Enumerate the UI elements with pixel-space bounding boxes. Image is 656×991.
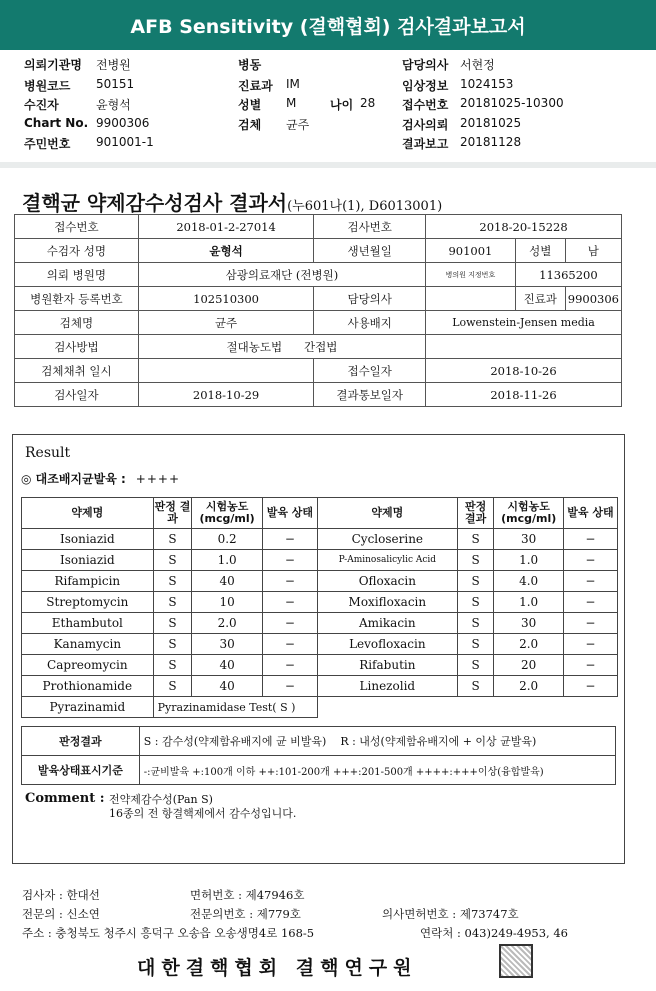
- drug-row: [22, 634, 618, 655]
- info-label: 성별: [238, 98, 262, 112]
- cell-value: 균주: [138, 311, 314, 335]
- cell-label: 의뢰 병원명: [15, 263, 139, 287]
- cell-label: 담당의사: [314, 287, 426, 311]
- drug-growth: −: [563, 676, 617, 697]
- cell-value: 2018-20-15228: [426, 215, 622, 239]
- drug-name: Moxifloxacin: [317, 592, 457, 613]
- comment-line: 전약제감수성(Pan S): [109, 793, 213, 806]
- cell-value: 11365200: [515, 263, 621, 287]
- info-value: 전병원: [96, 58, 131, 72]
- info-label: Chart No.: [24, 116, 89, 130]
- result-box: [12, 434, 625, 864]
- drug-row: [22, 550, 618, 571]
- cell-value: 9900306: [565, 287, 621, 311]
- drug-growth: −: [262, 676, 317, 697]
- drug-conc: 1.0: [494, 550, 563, 571]
- drug-conc: 30: [192, 634, 262, 655]
- drug-conc: 30: [494, 529, 563, 550]
- drug-judge: S: [457, 571, 494, 592]
- cell-label: 검사번호: [314, 215, 426, 239]
- result-label: Result: [25, 445, 71, 461]
- info-value: IM: [286, 77, 300, 91]
- drug-conc: 30: [494, 613, 563, 634]
- legend-value: [139, 727, 615, 756]
- cell-value: [426, 287, 516, 311]
- cell-value: 901001: [426, 239, 516, 263]
- col-header: 판정 결과: [457, 498, 494, 529]
- drug-judge: S: [153, 550, 192, 571]
- drug-name: Rifampicin: [22, 571, 154, 592]
- drug-judge: S: [153, 634, 192, 655]
- cell-empty: [317, 697, 617, 718]
- info-value: 50151: [96, 77, 135, 91]
- cell-value: 삼광의료재단 (전병원): [138, 263, 425, 287]
- drug-name: Ofloxacin: [317, 571, 457, 592]
- scanned-report: [0, 168, 656, 991]
- cell-value: Lowenstein-Jensen media: [426, 311, 622, 335]
- col-header: 약제명: [22, 498, 154, 529]
- info-value: 9900306: [96, 116, 150, 130]
- info-value: 28: [360, 96, 376, 110]
- drug-row: [22, 655, 618, 676]
- legend-label: 판정결과: [22, 727, 140, 756]
- info-label: 담당의사: [402, 58, 449, 72]
- drug-judge: S: [457, 529, 494, 550]
- drug-judge: S: [457, 655, 494, 676]
- legend-label: 발육상태표시기준: [22, 756, 140, 785]
- drug-growth: −: [262, 592, 317, 613]
- info-value: 균주: [286, 118, 310, 132]
- cell-value: 윤형석: [138, 239, 314, 263]
- col-header: 판정 결과: [153, 498, 192, 529]
- cell-label: 병원환자 등록번호: [15, 287, 139, 311]
- drug-name: Rifabutin: [317, 655, 457, 676]
- control-label: ◎ 대조배지균발육 :: [21, 472, 126, 486]
- drug-name: Capreomycin: [22, 655, 154, 676]
- drug-growth: −: [262, 550, 317, 571]
- drug-row: [22, 592, 618, 613]
- info-label: 임상정보: [402, 79, 449, 93]
- doc-title-text: 결핵균 약제감수성검사 결과서: [22, 191, 288, 215]
- cell-label: 검사방법: [15, 335, 139, 359]
- drug-conc: 1.0: [494, 592, 563, 613]
- drug-name: Prothionamide: [22, 676, 154, 697]
- cell-value: 2018-11-26: [426, 383, 622, 407]
- cell-value: [138, 335, 425, 359]
- drug-growth: −: [262, 571, 317, 592]
- comment-text: [109, 793, 296, 821]
- drug-conc: 20: [494, 655, 563, 676]
- cell-value: 남: [565, 239, 621, 263]
- drug-judge: S: [457, 676, 494, 697]
- legend-value: -:균비발육 +:100개 이하 ++:101-200개 +++:201-500개 ++++:+++이상(융합발육): [139, 756, 615, 785]
- cell-label: 성별: [515, 239, 565, 263]
- drug-conc: 0.2: [192, 529, 262, 550]
- drug-name: Cycloserine: [317, 529, 457, 550]
- drug-row: [22, 613, 618, 634]
- footer-tester: 검사자 : 한대선: [22, 888, 100, 902]
- drug-conc: 2.0: [494, 634, 563, 655]
- info-label: 검사의뢰: [402, 118, 449, 132]
- col-header: 발육 상태: [262, 498, 317, 529]
- drug-judge: S: [457, 613, 494, 634]
- info-value: 901001-1: [96, 135, 154, 149]
- report-title: AFB Sensitivity (결핵협회) 검사결과보고서: [130, 15, 526, 38]
- drug-conc: 40: [192, 676, 262, 697]
- drug-judge: S: [457, 592, 494, 613]
- info-label: 병원코드: [24, 79, 71, 93]
- drug-judge: S: [457, 634, 494, 655]
- drug-name: Pyrazinamid: [22, 697, 154, 718]
- drug-growth: −: [262, 529, 317, 550]
- legend-table: [21, 726, 616, 785]
- info-label: 접수번호: [402, 98, 449, 112]
- drug-row: [22, 529, 618, 550]
- info-value: 1024153: [460, 77, 514, 91]
- drug-name: Isoniazid: [22, 550, 154, 571]
- drug-conc: 1.0: [192, 550, 262, 571]
- footer-specialist: 전문의 : 신소연: [22, 907, 100, 921]
- drug-growth: −: [563, 550, 617, 571]
- cell-label: 검사일자: [15, 383, 139, 407]
- drug-conc: 40: [192, 655, 262, 676]
- drug-judge: S: [153, 592, 192, 613]
- drug-judge: S: [153, 613, 192, 634]
- info-label: 의뢰기관명: [24, 58, 82, 72]
- control-growth: [21, 470, 180, 487]
- cell-label: 사용배지: [314, 311, 426, 335]
- patient-info-panel: [0, 50, 656, 162]
- report-doc-title: [22, 187, 442, 216]
- col-header: 시험농도 (mcg/ml): [192, 498, 262, 529]
- info-value: 20181025-10300: [460, 96, 564, 110]
- judge-r: R : 내성(약제함유배지에 + 이상 균발육): [340, 735, 537, 748]
- drug-name: Kanamycin: [22, 634, 154, 655]
- drug-judge: S: [457, 550, 494, 571]
- drug-judge: S: [153, 655, 192, 676]
- drug-conc: 2.0: [494, 676, 563, 697]
- official-seal: [499, 944, 533, 978]
- info-label: 주민번호: [24, 137, 71, 151]
- drug-name: Linezolid: [317, 676, 457, 697]
- pyrazinamidase-result: Pyrazinamidase Test( S ): [153, 697, 317, 718]
- drug-name: Levofloxacin: [317, 634, 457, 655]
- drug-growth: −: [262, 613, 317, 634]
- cell-label: 생년월일: [314, 239, 426, 263]
- drug-growth: −: [262, 634, 317, 655]
- drug-name: Amikacin: [317, 613, 457, 634]
- drug-name: Streptomycin: [22, 592, 154, 613]
- info-value: 윤형석: [96, 98, 131, 112]
- info-value: 서현정: [460, 58, 495, 72]
- drug-row: [22, 697, 618, 718]
- cell-label: 진료과: [515, 287, 565, 311]
- report-header: [0, 0, 656, 50]
- footer-specialist-license: 전문의번호 : 제779호: [190, 907, 301, 921]
- drug-conc: 40: [192, 571, 262, 592]
- cell-label: 검체명: [15, 311, 139, 335]
- cell-value: 2018-01-2-27014: [138, 215, 314, 239]
- comment-label: Comment :: [25, 791, 105, 806]
- info-value: 20181128: [460, 135, 522, 149]
- organization-name: 대한결핵협회 결핵연구원: [137, 957, 418, 979]
- col-header: 시험농도 (mcg/ml): [494, 498, 563, 529]
- drug-judge: S: [153, 529, 192, 550]
- col-header: 발육 상태: [563, 498, 617, 529]
- drug-judge: S: [153, 676, 192, 697]
- cell-label: 접수번호: [15, 215, 139, 239]
- drug-growth: −: [563, 634, 617, 655]
- drug-growth: −: [262, 655, 317, 676]
- info-label: 진료과: [238, 79, 273, 93]
- drug-growth: −: [563, 529, 617, 550]
- drug-row: [22, 676, 618, 697]
- info-value: 20181025: [460, 116, 522, 130]
- request-info-table: [14, 214, 622, 407]
- footer-tester-license: 면허번호 : 제47946호: [190, 888, 305, 902]
- info-value: M: [286, 96, 297, 110]
- cell-label: 결과통보일자: [314, 383, 426, 407]
- info-label: 결과보고: [402, 137, 449, 151]
- cell-label: 접수일자: [314, 359, 426, 383]
- drug-growth: −: [563, 655, 617, 676]
- control-value: ++++: [135, 472, 180, 486]
- comment-line: 16종의 전 항결핵제에서 감수성입니다.: [109, 807, 297, 820]
- cell-label: 수검자 성명: [15, 239, 139, 263]
- drug-growth: −: [563, 613, 617, 634]
- cell-empty: [426, 335, 622, 359]
- cell-value: 2018-10-26: [426, 359, 622, 383]
- info-label: 수진자: [24, 98, 59, 112]
- footer-address: 주소 : 충청북도 청주시 흥덕구 오송읍 오송생명4로 168-5: [22, 926, 315, 940]
- drug-judge: S: [153, 571, 192, 592]
- drug-name: Ethambutol: [22, 613, 154, 634]
- method-value: 간접법: [304, 339, 338, 354]
- drug-conc: 2.0: [192, 613, 262, 634]
- cell-value: 2018-10-29: [138, 383, 314, 407]
- judge-s: S : 감수성(약제함유배지에 균 비발육): [143, 735, 327, 748]
- col-header: 약제명: [317, 498, 457, 529]
- drug-growth: −: [563, 571, 617, 592]
- cell-label: 병의원 지정번호: [426, 263, 516, 287]
- info-label: 병동: [238, 58, 262, 72]
- footer-doctor-license: 의사면허번호 : 제73747호: [382, 907, 519, 921]
- cell-value: [138, 359, 314, 383]
- drug-sensitivity-table: [21, 497, 618, 718]
- drug-name: Isoniazid: [22, 529, 154, 550]
- drug-conc: 4.0: [494, 571, 563, 592]
- drug-growth: −: [563, 592, 617, 613]
- method-value: 절대농도법: [226, 339, 283, 354]
- doc-title-code: (누601나(1), D6013001): [287, 199, 443, 214]
- drug-row: [22, 571, 618, 592]
- cell-label: 검체채취 일시: [15, 359, 139, 383]
- info-label: 나이: [330, 98, 354, 112]
- drug-conc: 10: [192, 592, 262, 613]
- info-label: 검체: [238, 118, 262, 132]
- cell-value: 102510300: [138, 287, 314, 311]
- footer-contact: 연락처 : 043)249-4953, 46: [420, 926, 568, 940]
- drug-name: P-Aminosalicylic Acid: [317, 550, 457, 571]
